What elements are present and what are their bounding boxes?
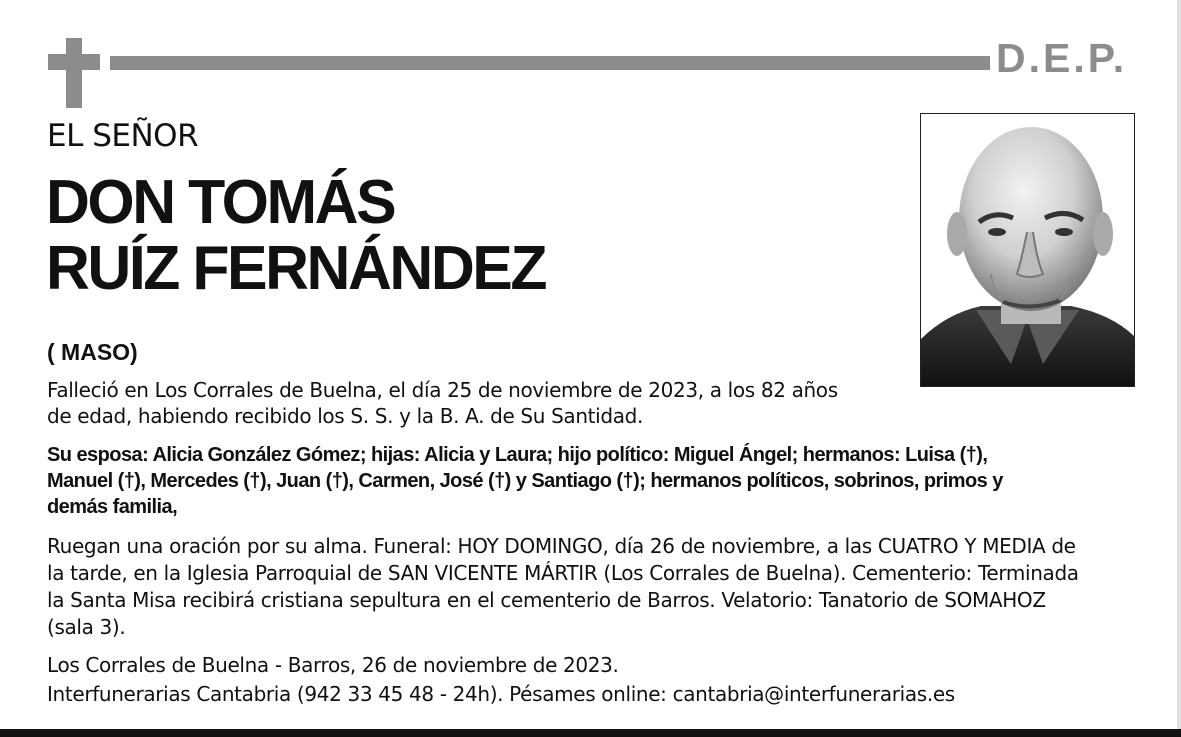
dep-label: D.E.P.	[996, 35, 1128, 81]
cross-icon-vertical	[66, 38, 82, 108]
death-notice-line-1: Falleció en Los Corrales de Buelna, el día 25 de noviembre de 2023, a los 82 años	[47, 378, 838, 402]
closing-place-date: Los Corrales de Buelna - Barros, 26 de noviembre de 2023.	[47, 653, 619, 677]
service-line-1: Ruegan una oración por su alma. Funeral: HOY DOMINGO, día 26 de noviembre, a las CUATRO Y MEDIA de	[47, 534, 1076, 558]
deceased-name	[46, 170, 545, 302]
portrait-photo-illustration	[921, 114, 1134, 386]
service-line-2: la tarde, en la Iglesia Parroquial de SAN VICENTE MÁRTIR (Los Corrales de Buelna). Cementerio: Terminada	[47, 561, 1079, 585]
frame-right-edge	[1177, 0, 1181, 737]
family-line-2: Manuel (†), Mercedes (†), Juan (†), Carmen, José (†) y Santiago (†); hermanos políticos, sobrinos, primos y	[47, 470, 1003, 492]
service-line-3: la Santa Misa recibirá cristiana sepultura en el cementerio de Barros. Velatorio: Tanatorio de SOMAHOZ	[47, 588, 1046, 612]
frame-bottom-border	[0, 729, 1181, 737]
honorific: EL SEÑOR	[47, 118, 199, 154]
deceased-name-line-1: DON TOMÁS	[46, 168, 395, 237]
death-notice-line-2: de edad, habiendo recibido los S. S. y la B. A. de Su Santidad.	[47, 404, 643, 428]
portrait-photo	[920, 113, 1135, 387]
deceased-name-line-2: RUÍZ FERNÁNDEZ	[46, 234, 546, 303]
family-line-3: demás familia,	[47, 496, 178, 518]
nickname: ( MASO)	[47, 339, 138, 365]
cross-icon-horizontal	[48, 54, 100, 70]
family-line-1: Su esposa: Alicia González Gómez; hijas: Alicia y Laura; hijo político: Miguel Ángel; hermanos: Luisa (†),	[47, 444, 988, 466]
closing-contact: Interfunerarias Cantabria (942 33 45 48 - 24h). Pésames online: cantabria@interfunerarias.es	[47, 682, 955, 706]
service-line-4: (sala 3).	[47, 615, 126, 639]
header-rule	[110, 56, 990, 70]
